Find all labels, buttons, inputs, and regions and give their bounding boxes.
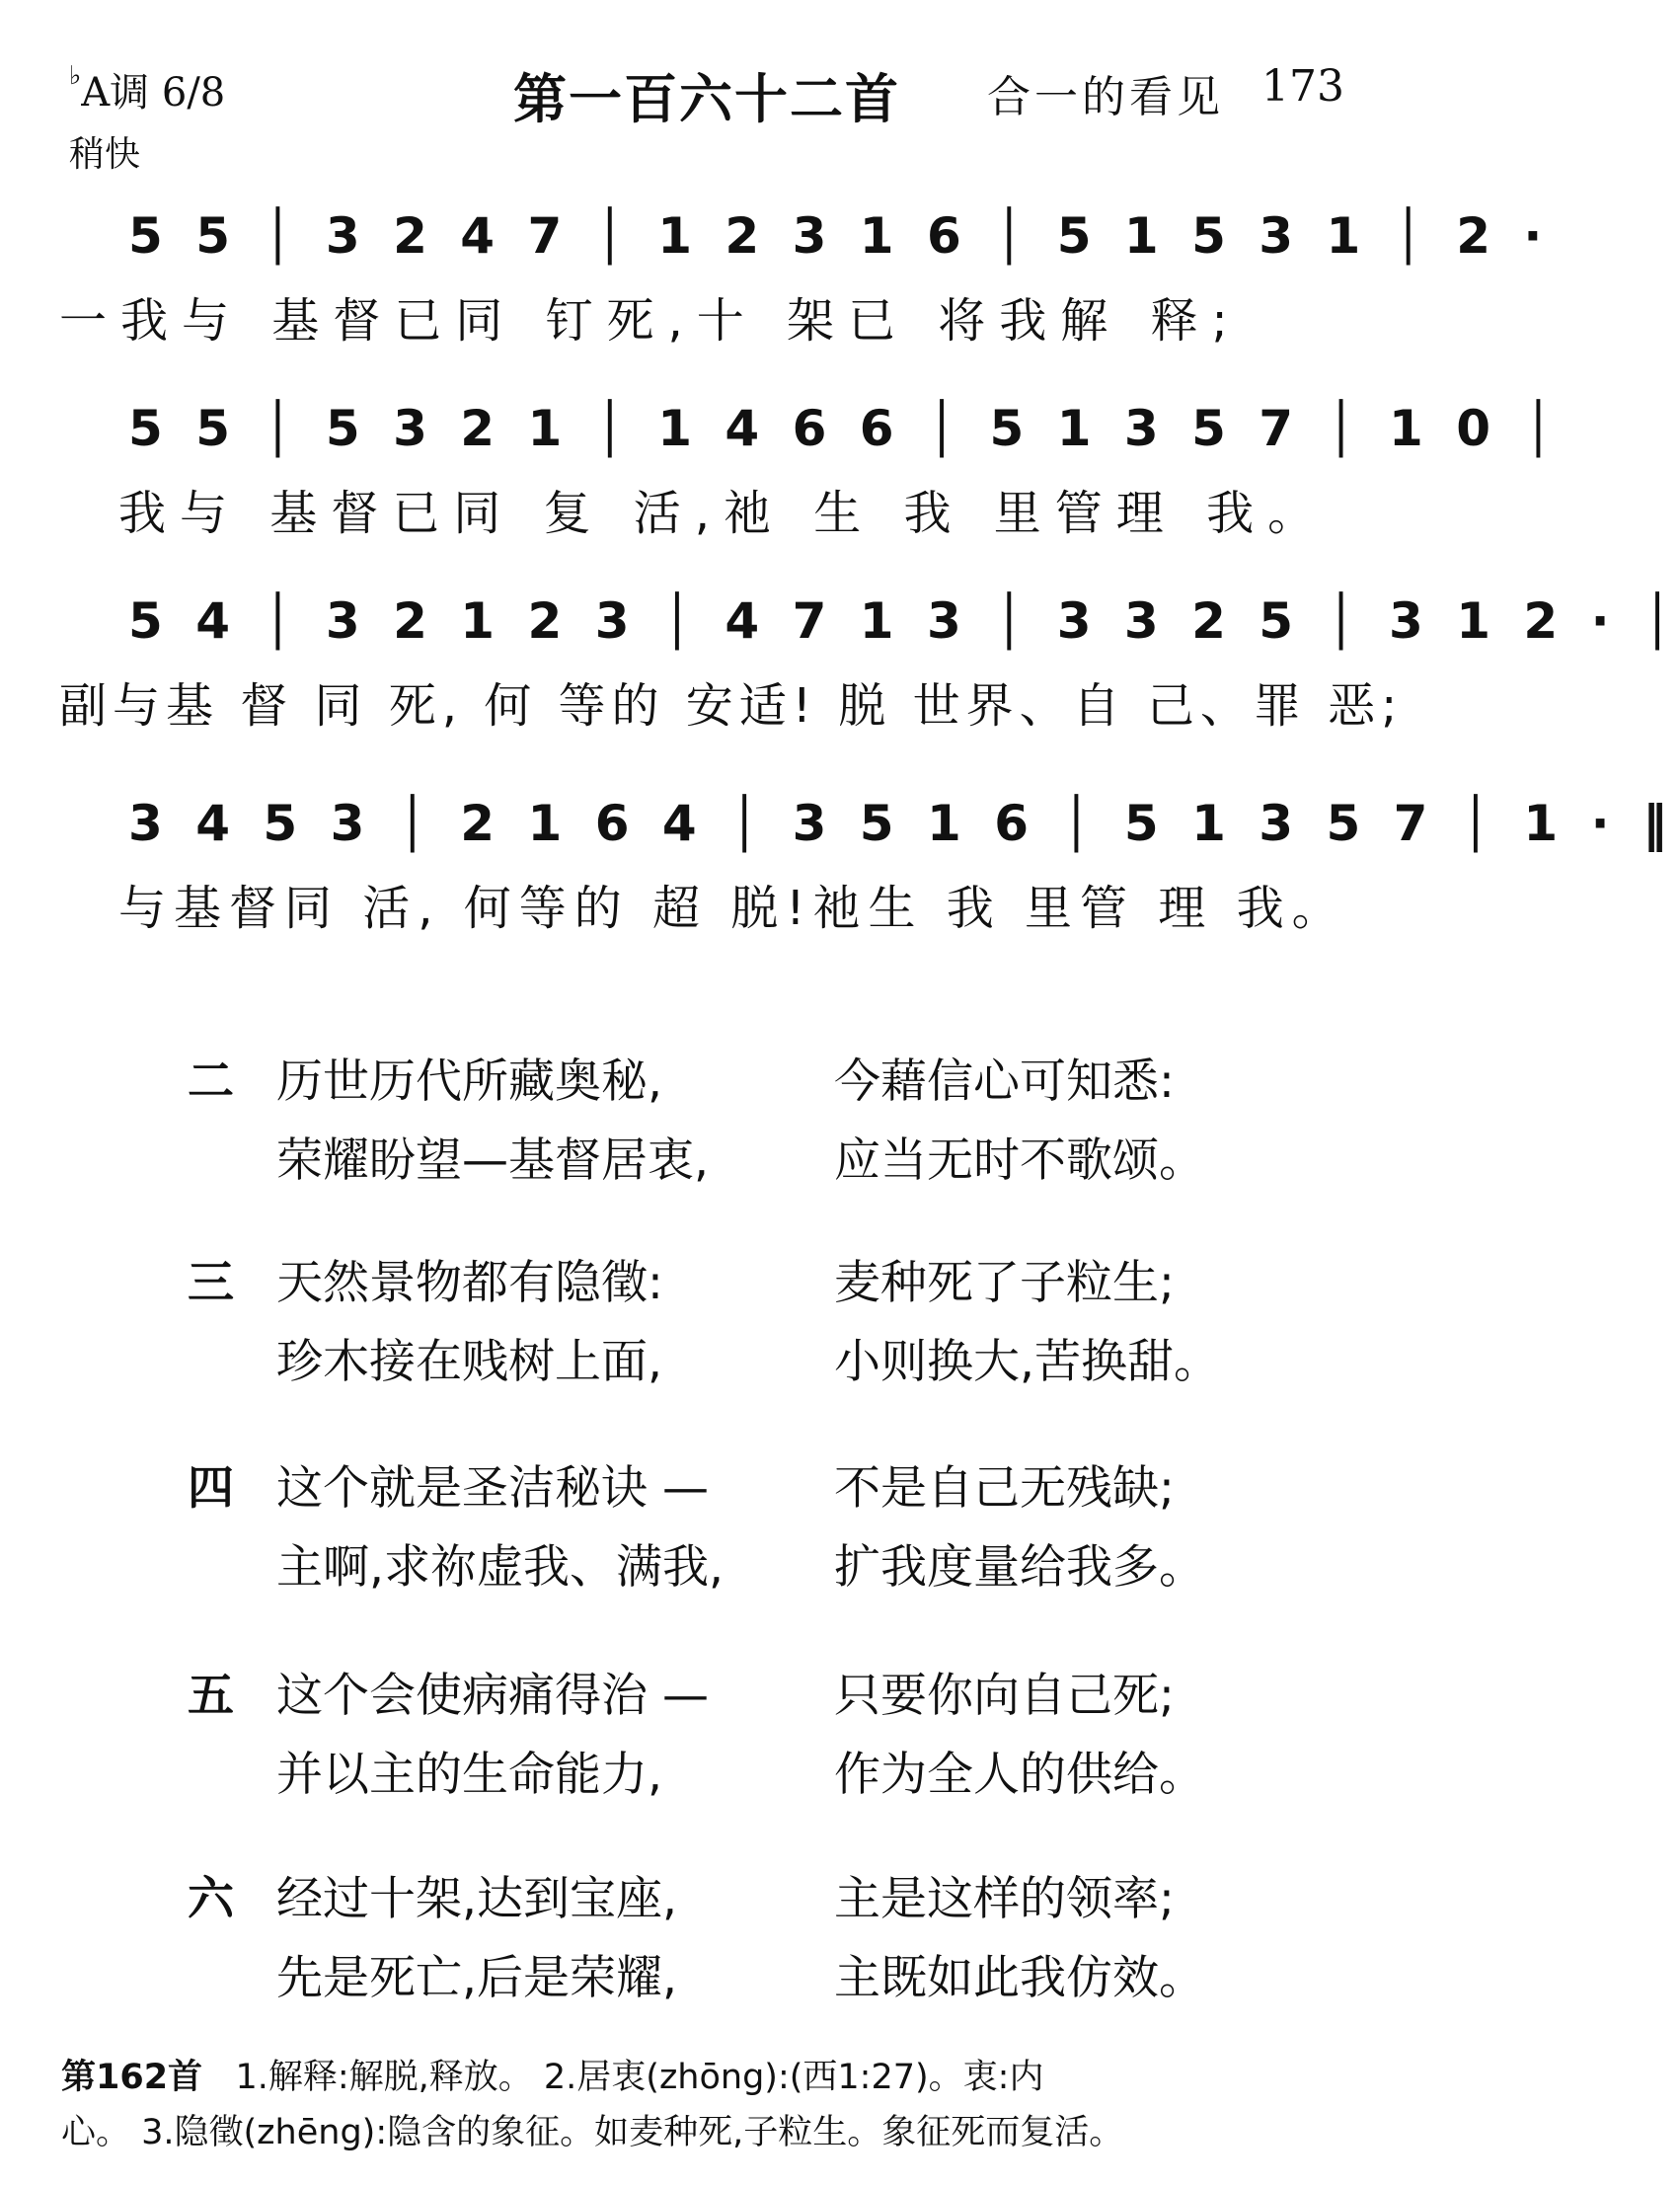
- tempo-marking: 稍快: [69, 134, 141, 175]
- verse-line: 珍木接在贱树上面,: [276, 1335, 662, 1389]
- notation-line: [59, 592, 1680, 662]
- score-system-4: [59, 795, 1675, 939]
- jianpu-notes: 5 5 │ 3 2 4 7 │ 1 2 3 1 6 │ 5 1 5 3 1 │ 2 ·: [128, 207, 1551, 265]
- verse-line: 麦种死了子粒生;: [834, 1256, 1175, 1310]
- verse-line: 主既如此我仿效。: [834, 1951, 1205, 2005]
- jianpu-notes: 5 5 │ 5 3 2 1 │ 1 4 6 6 │ 5 1 3 5 7 │ 1 0 │: [128, 400, 1562, 457]
- notation-line: [59, 795, 1675, 864]
- verse-line: 经过十架,达到宝座,: [276, 1872, 677, 1926]
- verse-line: 今藉信心可知悉:: [834, 1054, 1175, 1109]
- notation-line: [59, 207, 1551, 276]
- verse-line: 小则换大,苦换甜。: [834, 1335, 1220, 1389]
- verse-number: 五: [188, 1669, 234, 1723]
- lyrics-line: [59, 667, 1404, 737]
- verse-line: 历世历代所藏奥秘,: [276, 1054, 662, 1109]
- lyrics-text: 副与基 督 同 死, 何 等的 安适! 脱 世界、自 己、罪 恶;: [59, 678, 1404, 734]
- verse-line: 这个就是圣洁秘诀 —: [276, 1461, 709, 1516]
- score-system-1: [59, 207, 1551, 351]
- verse-line: 先是死亡,后是荣耀,: [276, 1951, 677, 2005]
- verse-line: 这个会使病痛得治 —: [276, 1669, 709, 1723]
- page-number: 173: [1261, 61, 1344, 112]
- lyrics-text: 我与 基督已同 复 活,祂 生 我 里管理 我。: [118, 486, 1330, 541]
- score-system-3: [59, 592, 1680, 737]
- verse-number: 四: [188, 1461, 234, 1516]
- hymn-title: 第一百六十二首: [513, 68, 900, 130]
- lyrics-line: [59, 870, 1347, 939]
- lyrics-line: [59, 282, 1342, 351]
- key-signature: ♭A调 6/8: [69, 60, 226, 116]
- lyrics-text: 一我与 基督已同 钉死,十 架已 将我解 释;: [59, 293, 1242, 349]
- score-system-2: [59, 400, 1562, 544]
- verse-line: 主啊,求祢虚我、满我,: [276, 1540, 724, 1595]
- notation-line: [59, 400, 1562, 469]
- verse-line: 主是这样的领率;: [834, 1872, 1175, 1926]
- jianpu-notes: 3 4 5 3 │ 2 1 6 4 │ 3 5 1 6 │ 5 1 3 5 7 │ 1 · ‖: [128, 795, 1675, 852]
- verse-line: 只要你向自己死;: [834, 1669, 1175, 1723]
- hymn-subtitle: 合一的看见: [987, 72, 1224, 122]
- verse-line: 荣耀盼望—基督居衷,: [276, 1133, 709, 1188]
- verse-number: 三: [188, 1256, 234, 1310]
- footnote-text: 1.解释:解脱,释放。 2.居衷(zhōng):(西1:27)。衷:内: [235, 2058, 1044, 2097]
- verse-line: 应当无时不歌颂。: [834, 1133, 1205, 1188]
- jianpu-notes: 5 4 │ 3 2 1 2 3 │ 4 7 1 3 │ 3 3 2 5 │ 3 1 2 · │: [128, 592, 1680, 650]
- footnote: [61, 2050, 1335, 2160]
- footnote-label: 第162首: [61, 2058, 203, 2097]
- verse-line: 天然景物都有隐徵:: [276, 1256, 663, 1310]
- footnote-text: 心。 3.隐徵(zhēng):隐含的象征。如麦种死,子粒生。象征死而复活。: [61, 2113, 1124, 2152]
- lyrics-text: 与基督同 活, 何等的 超 脱!祂生 我 里管 理 我。: [118, 881, 1347, 936]
- verse-line: 作为全人的供给。: [834, 1748, 1205, 1802]
- verse-line: 扩我度量给我多。: [834, 1540, 1205, 1595]
- verse-line: 不是自己无残缺;: [834, 1461, 1175, 1516]
- verse-line: 并以主的生命能力,: [276, 1748, 662, 1802]
- verse-number: 二: [188, 1054, 234, 1109]
- lyrics-line: [59, 475, 1342, 544]
- verse-number: 六: [188, 1872, 234, 1926]
